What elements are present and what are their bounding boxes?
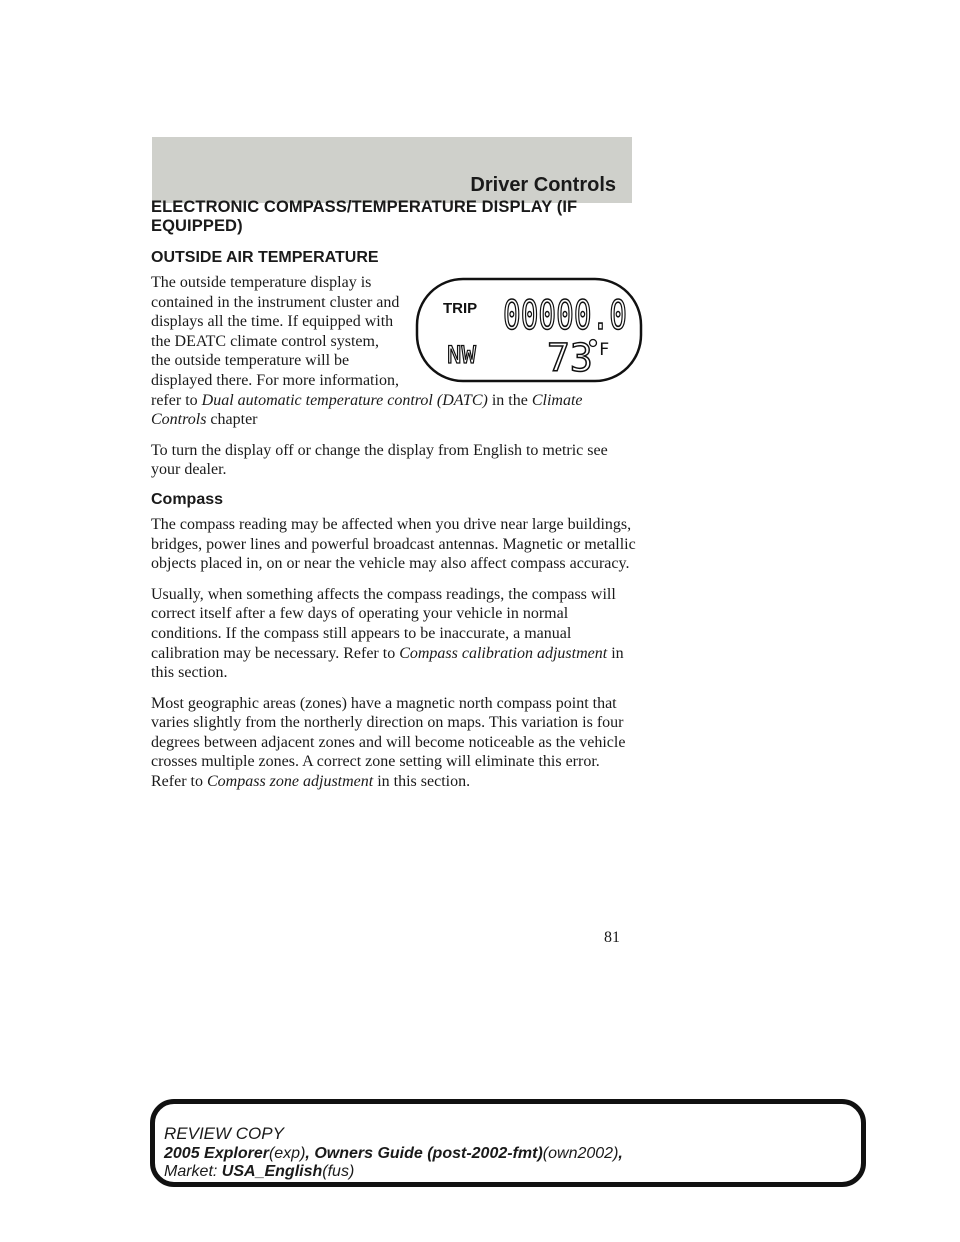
- main-heading: ELECTRONIC COMPASS/TEMPERATURE DISPLAY (IF EQUIPPED): [151, 198, 578, 235]
- page-number: 81: [604, 929, 620, 946]
- review-copy-label: REVIEW COPY: [164, 1124, 284, 1143]
- header-band: [152, 137, 632, 203]
- link-compass-zone: Compass zone adjustment: [206, 773, 374, 791]
- document-id-line: 2005 Explorer(exp), Owners Guide (post-2002-fmt)(own2002),: [164, 1145, 623, 1162]
- trip-label: TRIP: [443, 300, 478, 317]
- compass-paragraph-1: The compass reading may be affected when you drive near large buildings, bridges, power lines and powerful broadcast antennas. Magnetic or metallic objects placed in, on or near the vehicle may also affect compass accuracy.: [151, 515, 636, 573]
- review-copy-text: [164, 1125, 623, 1181]
- outside-air-heading: OUTSIDE AIR TEMPERATURE: [151, 249, 379, 266]
- compass-direction: NW: [447, 341, 476, 369]
- market-line: Market: USA_English(fus): [164, 1163, 355, 1180]
- link-datc: Dual automatic temperature control (DATC): [201, 391, 488, 409]
- page-content: [151, 198, 639, 803]
- outside-air-paragraph-2: To turn the display off or change the display from English to metric see your dealer.: [151, 441, 608, 479]
- odometer-readout: 00000.0: [503, 293, 627, 339]
- link-climate-controls: Climate Controls: [151, 391, 583, 429]
- outside-air-paragraph-1: The outside temperature display is contained in the instrument cluster and displays all the time. If equipped with the DEATC climate control system, the outside temperature will be displayed there. For more information, refer to Dual automatic temperature control (DATC) in the Climate Controls chapter: [151, 274, 583, 429]
- section-title: Driver Controls: [470, 174, 616, 196]
- compass-paragraph-3: Most geographic areas (zones) have a magnetic north compass point that varies slightly from the northerly direction on maps. This variation is four degrees between adjacent zones and will become noticeable as the vehicle crosses multiple zones. A correct zone setting will eliminate this error. Refer to Compass zone adjustment in this section.: [151, 694, 626, 791]
- link-compass-calibration: Compass calibration adjustment: [399, 644, 608, 662]
- temperature-unit: F: [599, 340, 610, 360]
- temperature-readout: 73: [547, 336, 593, 380]
- compass-paragraph-2: Usually, when something affects the compass readings, the compass will correct itself after a few days of operating your vehicle in normal conditions. If the compass still appears to be inaccurate, a manual calibration may be necessary. Refer to Compass calibration adjustment in this section.: [151, 585, 624, 682]
- compass-heading: Compass: [151, 490, 224, 508]
- compass-temperature-display-illustration: [413, 275, 645, 385]
